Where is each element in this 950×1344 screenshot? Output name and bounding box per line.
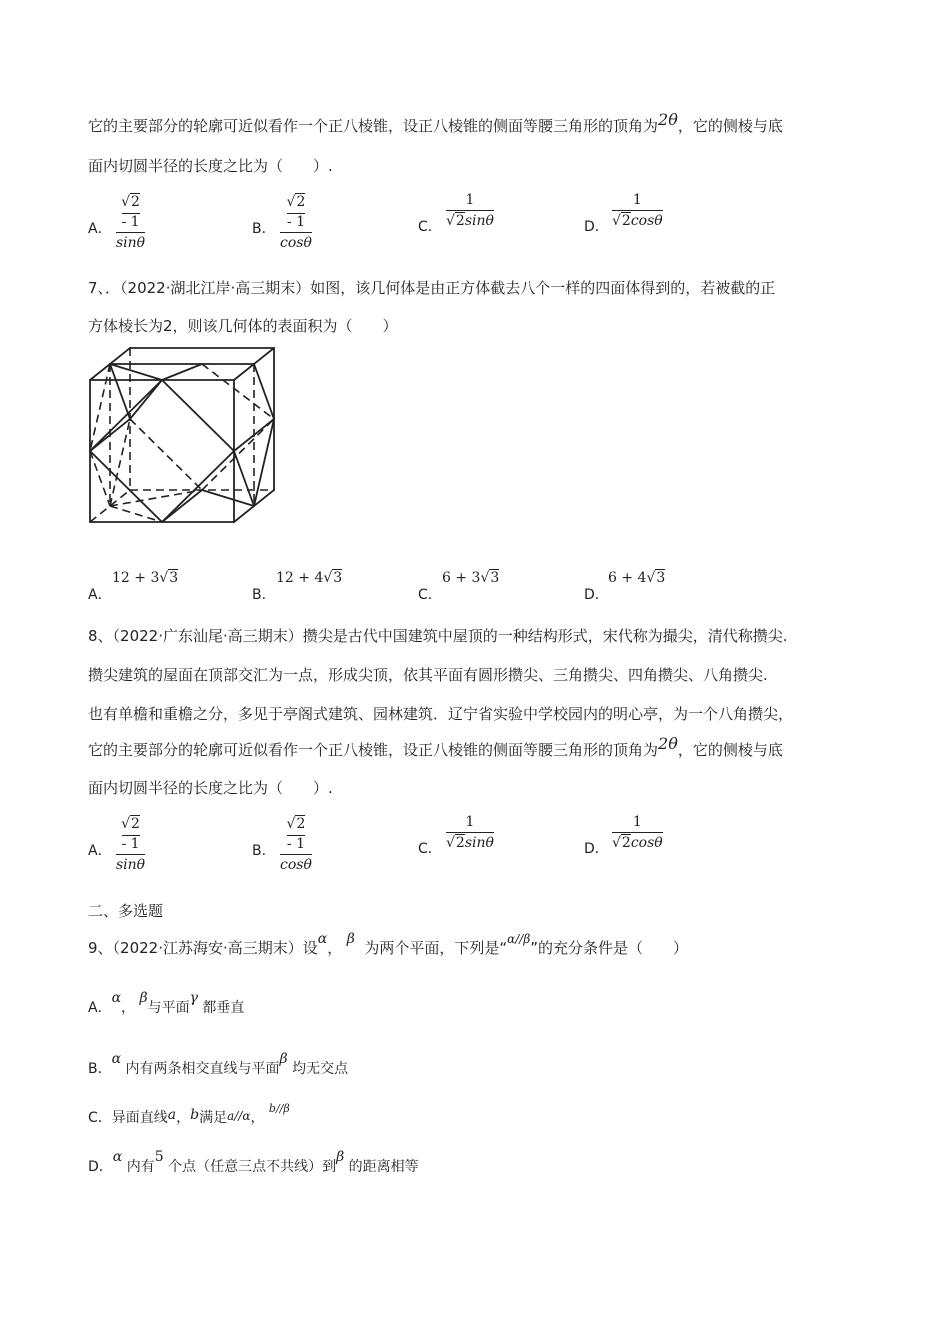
q9-option-d[interactable]: D．α 内有5 个点（任意三点不共线）到β 的距离相等	[88, 1149, 419, 1175]
q9-option-a[interactable]: A．α， β与平面γ 都垂直	[88, 990, 245, 1016]
q8-stem-line5: 面内切圆半径的长度之比为（ ）.	[88, 779, 333, 797]
q7-stem-line2: 方体棱长为2，则该几何体的表面积为（ ）	[88, 317, 398, 335]
angle-2theta: 2θ	[658, 110, 678, 129]
q9-stem: 9、（2022·江苏海安·高三期末）设α， β 为两个平面，下列是“$^{\alpha//\beta}$”的充分条件是（ ）	[88, 931, 689, 957]
q7-stem-line1: 7、．（2022·湖北江岸·高三期末）如图，该几何体是由正方体截去八个一样的四面体得到的，若被截的正	[88, 279, 776, 297]
exam-page: 它的主要部分的轮廓可近似看作一个正八棱锥，设正八棱锥的侧面等腰三角形的顶角为2θ，它的侧棱与底 面内切圆半径的长度之比为（ ）. A． √2 - 1 sinθ B． √2 - 1 cosθ C． 1 √2sinθ D． 1 √2cosθ 7、．（2022·湖北江岸·高三期末）如图，该几何体是由正方体截去八个一样的四面体得到的，若被截的正 方体棱长为2，则该几何体的表面积为（ ） A． 12 + 3√3 B． 12 + 4√3 C． 6 + 3√3 D． 6 + 4√3 8、（2022·广东汕尾·高三期末）攒尖是古代中国建筑中屋顶的一种结构形式，宋代称为撮尖，清代称攒尖. 攒尖建筑的屋面在顶部交汇为一点，形成尖顶，依其平面有圆形攒尖、三角攒尖、四角攒尖、八角攒尖. 也有单檐和重檐之分，多见于亭阁式建筑、园林建筑．辽宁省实验中学校园内的明心亭，为一个八角攒尖， 它的主要部分的轮廓可近似看作一个正八棱锥，设正八棱锥的侧面等腰三角形的顶角为2θ，它的侧棱与底 面内切圆半径的长度之比为（ ）. A． √2 - 1 sinθ B． √2 - 1 cosθ C． 1 √2sinθ D． 1 √2cosθ 二、多选题 9、（2022·江苏海安·高三期末）设α， β 为两个平面，下列是“$^{\alpha//\beta}$”的充分条件是（ ） A．α， β与平面γ 都垂直 B．α 内有两条相交直线与平面β 均无交点 C．异面直线a，b满足a//α， $^{b//\beta}$ D．α 内有5 个点（任意三点不共线）到β 的距离相等	[0, 0, 950, 1344]
section-heading: 二、多选题	[88, 902, 164, 920]
q8-stem-line4: 它的主要部分的轮廓可近似看作一个正八棱锥，设正八棱锥的侧面等腰三角形的顶角为2θ，它的侧棱与底	[88, 734, 783, 759]
q8-stem-line2: 攒尖建筑的屋面在顶部交汇为一点，形成尖顶，依其平面有圆形攒尖、三角攒尖、四角攒尖、八角攒尖.	[88, 666, 768, 684]
cuboctahedron-figure	[80, 340, 290, 530]
q6-stem-line1: 它的主要部分的轮廓可近似看作一个正八棱锥，设正八棱锥的侧面等腰三角形的顶角为2θ，它的侧棱与底	[88, 110, 783, 135]
angle-2theta: 2θ	[658, 734, 678, 753]
q8-stem-line3: 也有单檐和重檐之分，多见于亭阁式建筑、园林建筑．辽宁省实验中学校园内的明心亭，为一个八角攒尖，	[88, 705, 794, 723]
q8-stem-line1: 8、（2022·广东汕尾·高三期末）攒尖是古代中国建筑中屋顶的一种结构形式，宋代称为撮尖，清代称攒尖.	[88, 627, 788, 645]
q9-option-b[interactable]: B．α 内有两条相交直线与平面β 均无交点	[88, 1051, 349, 1077]
q6-stem-line2: 面内切圆半径的长度之比为（ ）.	[88, 157, 333, 175]
q9-option-c[interactable]: C．异面直线a，b满足a//α， $^{b//\beta}$	[88, 1102, 290, 1126]
